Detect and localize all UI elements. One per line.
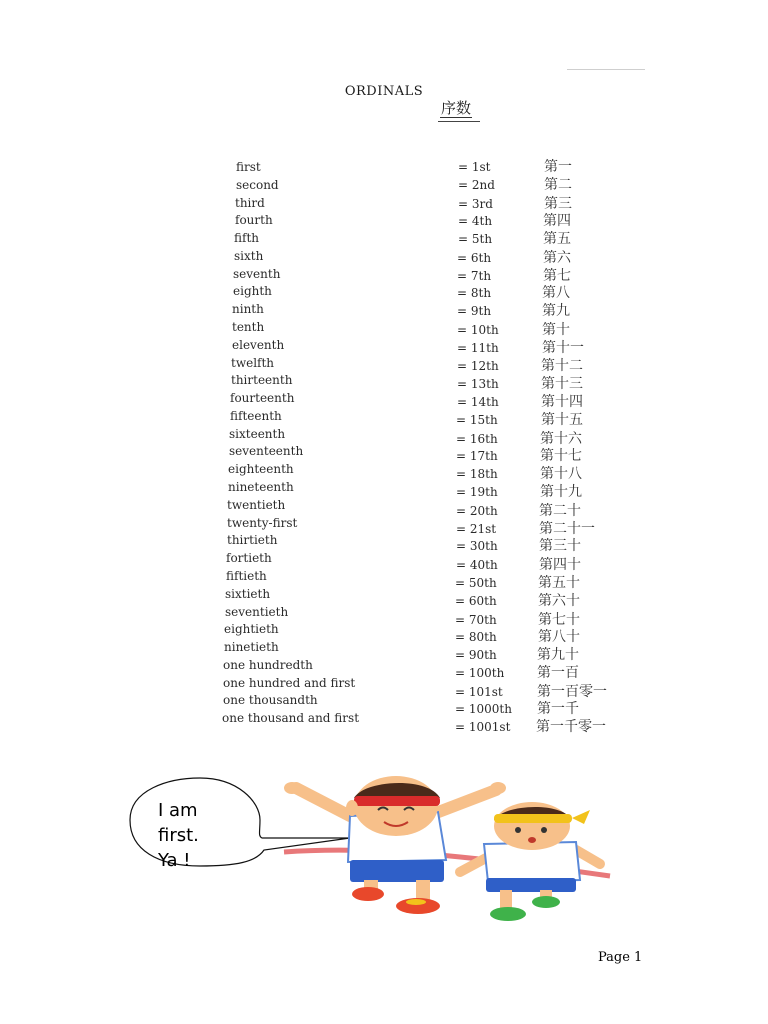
ordinal-row bbox=[0, 585, 768, 609]
ordinal-word: twenty-first bbox=[227, 516, 298, 530]
ordinal-chinese: 第一百零一 bbox=[537, 684, 607, 700]
kid-yellow-headband bbox=[460, 802, 600, 921]
ordinal-word: fourth bbox=[235, 213, 273, 227]
title-underline bbox=[438, 121, 480, 122]
ordinal-word: first bbox=[236, 160, 261, 174]
ordinal-row bbox=[0, 158, 768, 176]
ordinal-row bbox=[0, 496, 768, 519]
ordinal-row bbox=[0, 567, 768, 591]
speech-line: I am bbox=[158, 800, 198, 821]
ordinal-row bbox=[0, 336, 768, 354]
ordinal-word: one hundredth bbox=[223, 658, 313, 672]
ordinal-word: third bbox=[235, 196, 265, 210]
ordinal-chinese: 第十一 bbox=[542, 340, 584, 356]
ordinal-chinese: 第十四 bbox=[541, 394, 583, 410]
ordinal-row bbox=[0, 656, 768, 681]
ordinal-row bbox=[0, 620, 768, 645]
ordinal-word: twentieth bbox=[227, 498, 286, 512]
ordinal-chinese: 第一 bbox=[544, 159, 572, 175]
ordinal-row bbox=[0, 247, 768, 265]
ordinal-word: seventh bbox=[233, 267, 281, 281]
ordinal-number: = 14th bbox=[457, 395, 499, 409]
ordinal-chinese: 第四 bbox=[543, 213, 571, 229]
ordinal-chinese: 第十 bbox=[542, 322, 570, 338]
header-rule bbox=[567, 69, 645, 70]
ordinal-word: seventeenth bbox=[229, 444, 304, 458]
ordinal-word: one thousand and first bbox=[222, 711, 360, 725]
ordinal-chinese: 第二十一 bbox=[539, 521, 595, 537]
ordinal-chinese: 第十九 bbox=[540, 484, 582, 500]
ordinal-chinese: 第四十 bbox=[539, 557, 581, 573]
ordinal-number: = 10th bbox=[457, 323, 499, 337]
ordinal-chinese: 第一千 bbox=[537, 701, 579, 717]
ordinal-row bbox=[0, 691, 768, 717]
ordinal-number: = 70th bbox=[455, 613, 497, 627]
ordinal-chinese: 第十二 bbox=[541, 358, 583, 374]
ordinal-word: nineteenth bbox=[228, 480, 294, 494]
ordinal-row bbox=[0, 514, 768, 537]
ordinal-number: = 30th bbox=[456, 539, 498, 553]
ordinal-word: fifth bbox=[234, 231, 259, 245]
ordinal-number: = 3rd bbox=[458, 197, 493, 211]
ordinal-number: = 11th bbox=[457, 341, 499, 355]
ordinal-chinese: 第一百 bbox=[537, 665, 579, 681]
ordinal-chinese: 第十三 bbox=[541, 376, 583, 392]
ordinal-chinese: 第六十 bbox=[538, 593, 580, 609]
ordinal-chinese: 第六 bbox=[543, 250, 571, 266]
ordinal-row bbox=[0, 603, 768, 628]
ordinal-row bbox=[0, 460, 768, 482]
ordinal-number: = 12th bbox=[457, 359, 499, 373]
ordinal-word: twelfth bbox=[231, 356, 275, 370]
page-number: Page 1 bbox=[598, 950, 643, 965]
ordinal-word: sixteenth bbox=[229, 427, 286, 441]
ordinal-chinese: 第三十 bbox=[539, 538, 581, 554]
ordinal-word: second bbox=[236, 178, 279, 192]
ordinal-row bbox=[0, 265, 768, 283]
ordinal-word: thirtieth bbox=[227, 533, 278, 547]
ordinal-row bbox=[0, 282, 768, 300]
ordinal-row bbox=[0, 638, 768, 663]
ordinal-row bbox=[0, 318, 768, 336]
ordinal-chinese: 第十八 bbox=[540, 466, 582, 482]
ordinal-word: one thousandth bbox=[223, 693, 318, 707]
ordinal-number: = 60th bbox=[455, 594, 497, 608]
ordinal-chinese: 第九 bbox=[542, 303, 570, 319]
ordinal-row bbox=[0, 354, 768, 372]
ordinal-number: = 8th bbox=[457, 286, 492, 300]
ordinal-word: fiftieth bbox=[226, 569, 267, 583]
ordinal-number: = 9th bbox=[457, 304, 492, 318]
ordinal-row bbox=[0, 389, 768, 410]
ordinal-number: = 19th bbox=[456, 485, 498, 499]
ordinal-chinese: 第二 bbox=[544, 177, 572, 193]
ordinal-word: fifteenth bbox=[230, 409, 282, 423]
ordinal-number: = 7th bbox=[457, 269, 492, 283]
ordinal-chinese: 第七 bbox=[543, 268, 571, 284]
ordinal-chinese: 第一千零一 bbox=[536, 719, 606, 735]
ordinal-word: thirteenth bbox=[231, 373, 293, 387]
ordinal-word: fourteenth bbox=[230, 391, 295, 405]
ordinal-word: sixth bbox=[234, 249, 264, 263]
ordinal-word: seventieth bbox=[225, 605, 289, 619]
ordinal-chinese: 第二十 bbox=[539, 503, 581, 519]
ordinal-number: = 4th bbox=[458, 214, 493, 228]
ordinal-word: ninth bbox=[232, 302, 264, 316]
ordinal-number: = 101st bbox=[455, 685, 503, 699]
ordinal-word: fortieth bbox=[226, 551, 272, 565]
page-title-chinese: 序数 bbox=[441, 99, 472, 117]
ordinal-number: = 2nd bbox=[458, 178, 495, 192]
ordinal-number: = 18th bbox=[456, 467, 498, 481]
ordinal-chinese: 第十六 bbox=[540, 431, 582, 447]
ordinal-row bbox=[0, 371, 768, 392]
ordinal-number: = 21st bbox=[456, 522, 497, 536]
ordinal-word: sixtieth bbox=[225, 587, 271, 601]
ordinal-number: = 1st bbox=[458, 160, 491, 174]
ordinal-number: = 80th bbox=[455, 630, 497, 644]
ordinal-chinese: 第五十 bbox=[538, 575, 580, 591]
ordinal-row bbox=[0, 300, 768, 318]
ordinal-number: = 1000th bbox=[455, 702, 512, 716]
ordinal-number: = 50th bbox=[455, 576, 497, 590]
ordinal-chinese: 第八十 bbox=[538, 629, 580, 645]
ordinal-chinese: 第八 bbox=[542, 285, 570, 301]
ordinal-row bbox=[0, 549, 768, 573]
ordinal-row bbox=[0, 194, 768, 212]
ordinal-word: eighteenth bbox=[228, 462, 294, 476]
speech-line: Ya ! bbox=[158, 850, 191, 871]
ordinal-word: eighth bbox=[233, 284, 272, 298]
ordinal-number: = 15th bbox=[456, 413, 498, 427]
ordinal-number: = 20th bbox=[456, 504, 498, 518]
ordinal-chinese: 第十七 bbox=[540, 448, 582, 464]
page-title: ORDINALS bbox=[344, 84, 424, 99]
ordinal-word: eightieth bbox=[224, 622, 279, 636]
ordinal-number: = 100th bbox=[455, 666, 505, 680]
ordinal-chinese: 第三 bbox=[544, 196, 572, 212]
ordinal-row bbox=[0, 425, 768, 447]
ordinal-word: eleventh bbox=[232, 338, 285, 352]
ordinal-row bbox=[0, 442, 768, 464]
ordinal-number: = 16th bbox=[456, 432, 498, 446]
speech-line: first. bbox=[158, 825, 199, 846]
ordinal-row bbox=[0, 531, 768, 554]
ordinal-chinese: 第五 bbox=[543, 231, 571, 247]
kid-red-headband bbox=[284, 776, 506, 914]
ordinal-number: = 5th bbox=[458, 232, 493, 246]
ordinal-number: = 40th bbox=[456, 558, 498, 572]
ordinal-row bbox=[0, 229, 768, 247]
ordinal-chinese: 第七十 bbox=[538, 612, 580, 628]
ordinal-row bbox=[0, 176, 768, 194]
ordinal-row bbox=[0, 478, 768, 500]
ordinal-row bbox=[0, 407, 768, 428]
ordinal-word: tenth bbox=[232, 320, 265, 334]
ordinal-chinese: 第十五 bbox=[541, 412, 583, 428]
ordinal-number: = 90th bbox=[455, 648, 497, 662]
ordinal-row bbox=[0, 211, 768, 229]
speech-bubble-text bbox=[158, 798, 218, 873]
ordinal-chinese: 第九十 bbox=[537, 647, 579, 663]
ordinal-number: = 6th bbox=[457, 251, 492, 265]
ordinal-word: ninetieth bbox=[224, 640, 279, 654]
ordinal-row bbox=[0, 709, 768, 735]
ordinal-number: = 13th bbox=[457, 377, 499, 391]
ordinal-word: one hundred and first bbox=[223, 676, 356, 690]
ordinal-number: = 17th bbox=[456, 449, 498, 463]
ordinal-number: = 1001st bbox=[455, 720, 511, 734]
